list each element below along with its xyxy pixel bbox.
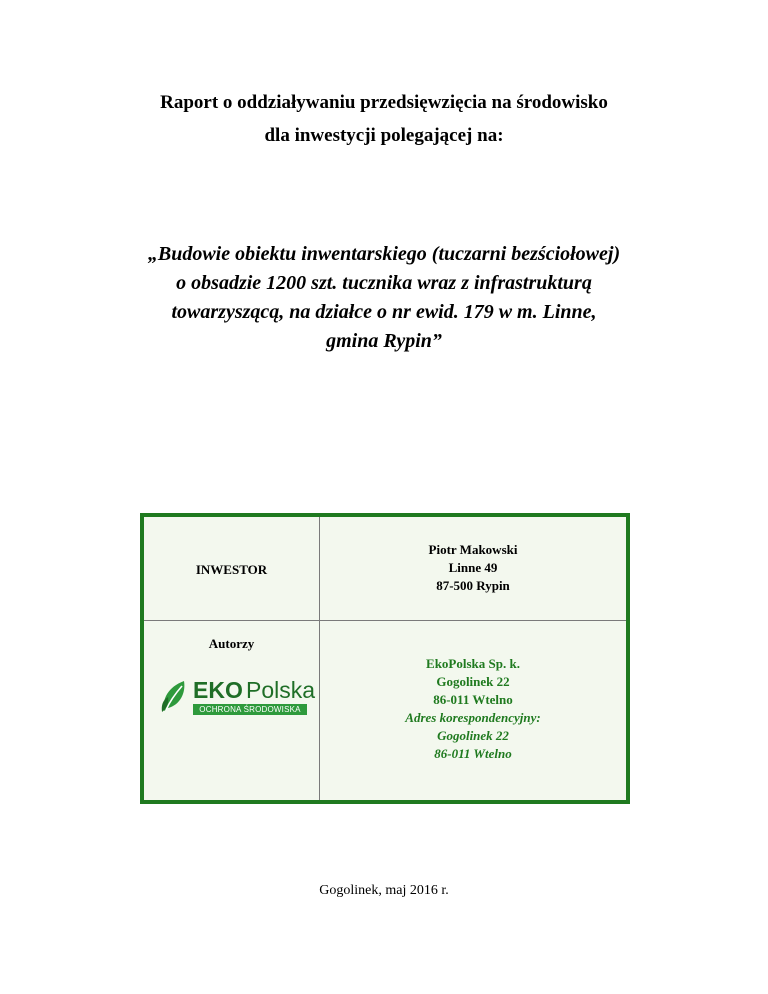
ekopolska-logo [160,677,316,717]
report-title: Raport o oddziaływaniu przedsięwzięcia na środowisko [160,92,608,113]
leaf-icon [160,677,190,713]
place-and-date: Gogolinek, maj 2016 r. [319,883,449,898]
investor-street: Linne 49 [448,560,498,575]
correspondence-label: Adres korespondencyjny: [405,710,541,725]
authors-details [320,655,626,763]
table-divider-horizontal [144,620,626,621]
project-description [0,240,768,356]
authors-street: Gogolinek 22 [436,674,510,689]
logo-tagline: OCHRONA ŚRODOWISKA [193,704,307,715]
project-description-line-2: o obsadzie 1200 szt. tucznika wraz z infrastrukturą [176,272,592,294]
investor-label: INWESTOR [195,562,268,577]
investor-city: 87-500 Rypin [436,578,510,593]
investor-name: Piotr Makowski [428,542,518,557]
project-description-line-3: towarzyszącą, na działce o nr ewid. 179 w m. Linne, [171,301,597,323]
authors-city: 86-011 Wtelno [433,692,513,707]
project-description-line-1: „Budowie obiektu inwentarskiego (tuczarni bezściołowej) [147,243,621,265]
logo-text-polska: Polska [246,677,316,703]
authors-company: EkoPolska Sp. k. [426,656,520,671]
info-table [140,513,630,804]
logo-text-eko: EKO [193,677,243,703]
correspondence-city: 86-011 Wtelno [434,746,512,761]
investor-details [320,541,626,595]
report-subtitle: dla inwestycji polegającej na: [264,125,504,146]
correspondence-street: Gogolinek 22 [437,728,509,743]
project-description-line-4: gmina Rypin” [326,330,442,352]
authors-label: Autorzy [208,636,255,651]
